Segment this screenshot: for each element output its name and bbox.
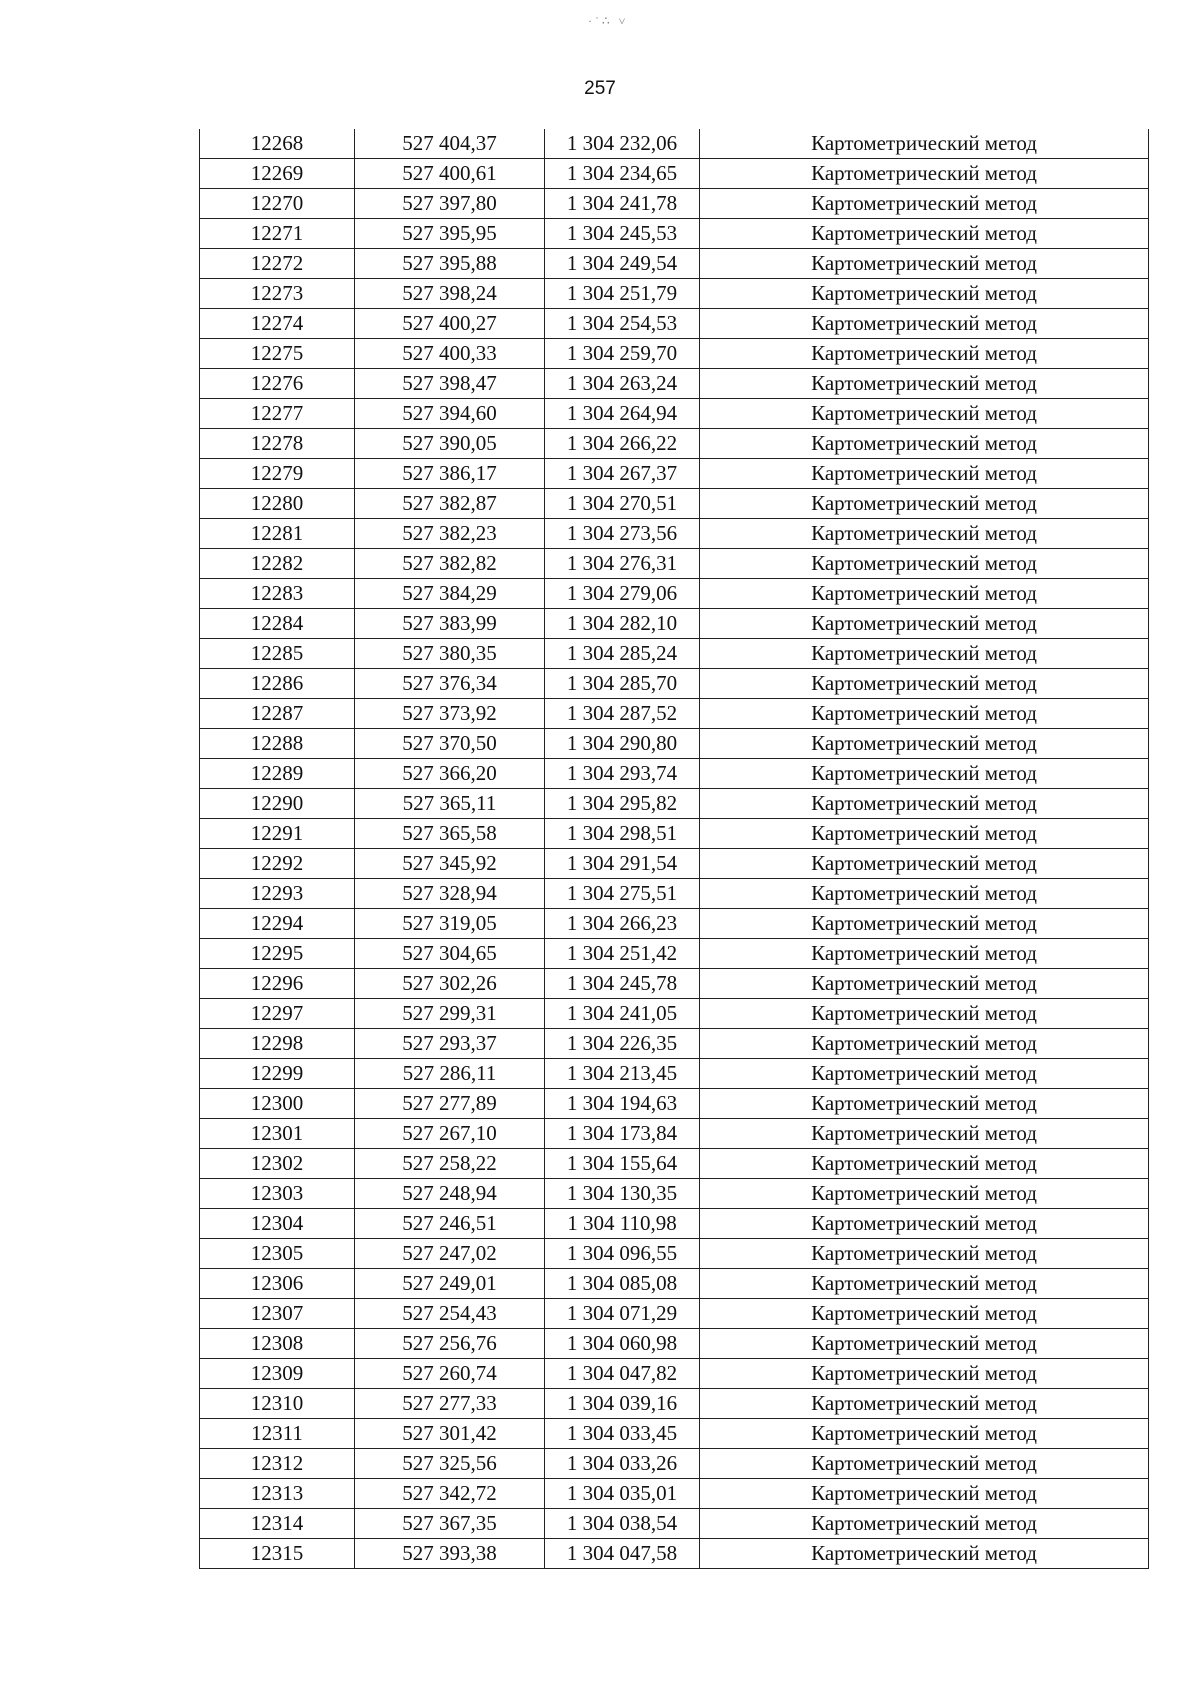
- table-row: [200, 1089, 1149, 1119]
- method-cell: Картометрический метод: [700, 489, 1149, 519]
- x-coordinate-cell: 527 382,87: [355, 489, 545, 519]
- y-coordinate-cell: 1 304 085,08: [545, 1269, 700, 1299]
- x-coordinate-cell: 527 367,35: [355, 1509, 545, 1539]
- x-coordinate-cell: 527 376,34: [355, 669, 545, 699]
- point-number-cell: 12296: [200, 969, 355, 999]
- table-row: [200, 1269, 1149, 1299]
- y-coordinate-cell: 1 304 266,22: [545, 429, 700, 459]
- point-number-cell: 12285: [200, 639, 355, 669]
- x-coordinate-cell: 527 267,10: [355, 1119, 545, 1149]
- page-number: 257: [584, 78, 616, 99]
- point-number-cell: 12286: [200, 669, 355, 699]
- table-row: [200, 399, 1149, 429]
- method-cell: Картометрический метод: [700, 129, 1149, 159]
- y-coordinate-cell: 1 304 226,35: [545, 1029, 700, 1059]
- point-number-cell: 12276: [200, 369, 355, 399]
- y-coordinate-cell: 1 304 264,94: [545, 399, 700, 429]
- x-coordinate-cell: 527 370,50: [355, 729, 545, 759]
- x-coordinate-cell: 527 395,95: [355, 219, 545, 249]
- y-coordinate-cell: 1 304 273,56: [545, 519, 700, 549]
- table-row: [200, 129, 1149, 159]
- table-row: [200, 489, 1149, 519]
- table-row: [200, 969, 1149, 999]
- x-coordinate-cell: 527 342,72: [355, 1479, 545, 1509]
- x-coordinate-cell: 527 366,20: [355, 759, 545, 789]
- method-cell: Картометрический метод: [700, 1239, 1149, 1269]
- y-coordinate-cell: 1 304 155,64: [545, 1149, 700, 1179]
- point-number-cell: 12304: [200, 1209, 355, 1239]
- method-cell: Картометрический метод: [700, 939, 1149, 969]
- method-cell: Картометрический метод: [700, 879, 1149, 909]
- table-row: [200, 549, 1149, 579]
- table-row: [200, 759, 1149, 789]
- y-coordinate-cell: 1 304 241,05: [545, 999, 700, 1029]
- point-number-cell: 12300: [200, 1089, 355, 1119]
- method-cell: Картометрический метод: [700, 1479, 1149, 1509]
- point-number-cell: 12275: [200, 339, 355, 369]
- x-coordinate-cell: 527 400,61: [355, 159, 545, 189]
- table-row: [200, 729, 1149, 759]
- y-coordinate-cell: 1 304 234,65: [545, 159, 700, 189]
- x-coordinate-cell: 527 382,23: [355, 519, 545, 549]
- method-cell: Картометрический метод: [700, 729, 1149, 759]
- method-cell: Картометрический метод: [700, 279, 1149, 309]
- table-row: [200, 429, 1149, 459]
- method-cell: Картометрический метод: [700, 759, 1149, 789]
- point-number-cell: 12308: [200, 1329, 355, 1359]
- table-row: [200, 999, 1149, 1029]
- x-coordinate-cell: 527 380,35: [355, 639, 545, 669]
- table-row: [200, 1239, 1149, 1269]
- y-coordinate-cell: 1 304 275,51: [545, 879, 700, 909]
- method-cell: Картометрический метод: [700, 189, 1149, 219]
- method-cell: Картометрический метод: [700, 1089, 1149, 1119]
- method-cell: Картометрический метод: [700, 999, 1149, 1029]
- point-number-cell: 12279: [200, 459, 355, 489]
- x-coordinate-cell: 527 386,17: [355, 459, 545, 489]
- x-coordinate-cell: 527 299,31: [355, 999, 545, 1029]
- method-cell: Картометрический метод: [700, 1059, 1149, 1089]
- x-coordinate-cell: 527 254,43: [355, 1299, 545, 1329]
- point-number-cell: 12287: [200, 699, 355, 729]
- point-number-cell: 12273: [200, 279, 355, 309]
- x-coordinate-cell: 527 293,37: [355, 1029, 545, 1059]
- point-number-cell: 12314: [200, 1509, 355, 1539]
- method-cell: Картометрический метод: [700, 429, 1149, 459]
- x-coordinate-cell: 527 384,29: [355, 579, 545, 609]
- point-number-cell: 12305: [200, 1239, 355, 1269]
- method-cell: Картометрический метод: [700, 459, 1149, 489]
- method-cell: Картометрический метод: [700, 579, 1149, 609]
- point-number-cell: 12311: [200, 1419, 355, 1449]
- point-number-cell: 12274: [200, 309, 355, 339]
- y-coordinate-cell: 1 304 038,54: [545, 1509, 700, 1539]
- x-coordinate-cell: 527 397,80: [355, 189, 545, 219]
- y-coordinate-cell: 1 304 249,54: [545, 249, 700, 279]
- y-coordinate-cell: 1 304 241,78: [545, 189, 700, 219]
- method-cell: Картометрический метод: [700, 339, 1149, 369]
- point-number-cell: 12297: [200, 999, 355, 1029]
- method-cell: Картометрический метод: [700, 1329, 1149, 1359]
- table-row: [200, 1029, 1149, 1059]
- point-number-cell: 12288: [200, 729, 355, 759]
- table-row: [200, 609, 1149, 639]
- table-row: [200, 1389, 1149, 1419]
- x-coordinate-cell: 527 277,89: [355, 1089, 545, 1119]
- y-coordinate-cell: 1 304 110,98: [545, 1209, 700, 1239]
- table-row: [200, 459, 1149, 489]
- x-coordinate-cell: 527 390,05: [355, 429, 545, 459]
- table-row: [200, 159, 1149, 189]
- y-coordinate-cell: 1 304 039,16: [545, 1389, 700, 1419]
- method-cell: Картометрический метод: [700, 1449, 1149, 1479]
- y-coordinate-cell: 1 304 060,98: [545, 1329, 700, 1359]
- method-cell: Картометрический метод: [700, 1539, 1149, 1569]
- x-coordinate-cell: 527 302,26: [355, 969, 545, 999]
- x-coordinate-cell: 527 249,01: [355, 1269, 545, 1299]
- table-row: [200, 1359, 1149, 1389]
- point-number-cell: 12292: [200, 849, 355, 879]
- x-coordinate-cell: 527 325,56: [355, 1449, 545, 1479]
- x-coordinate-cell: 527 304,65: [355, 939, 545, 969]
- method-cell: Картометрический метод: [700, 639, 1149, 669]
- method-cell: Картометрический метод: [700, 249, 1149, 279]
- point-number-cell: 12272: [200, 249, 355, 279]
- method-cell: Картометрический метод: [700, 909, 1149, 939]
- point-number-cell: 12309: [200, 1359, 355, 1389]
- table-row: [200, 1449, 1149, 1479]
- x-coordinate-cell: 527 365,58: [355, 819, 545, 849]
- method-cell: Картометрический метод: [700, 609, 1149, 639]
- table-row: [200, 849, 1149, 879]
- y-coordinate-cell: 1 304 173,84: [545, 1119, 700, 1149]
- point-number-cell: 12295: [200, 939, 355, 969]
- point-number-cell: 12315: [200, 1539, 355, 1569]
- x-coordinate-cell: 527 382,82: [355, 549, 545, 579]
- method-cell: Картометрический метод: [700, 309, 1149, 339]
- method-cell: Картометрический метод: [700, 1389, 1149, 1419]
- y-coordinate-cell: 1 304 033,26: [545, 1449, 700, 1479]
- x-coordinate-cell: 527 365,11: [355, 789, 545, 819]
- y-coordinate-cell: 1 304 270,51: [545, 489, 700, 519]
- coordinates-table: [199, 129, 1149, 1569]
- x-coordinate-cell: 527 286,11: [355, 1059, 545, 1089]
- method-cell: Картометрический метод: [700, 1299, 1149, 1329]
- method-cell: Картометрический метод: [700, 1029, 1149, 1059]
- method-cell: Картометрический метод: [700, 849, 1149, 879]
- point-number-cell: 12293: [200, 879, 355, 909]
- x-coordinate-cell: 527 395,88: [355, 249, 545, 279]
- x-coordinate-cell: 527 319,05: [355, 909, 545, 939]
- x-coordinate-cell: 527 301,42: [355, 1419, 545, 1449]
- x-coordinate-cell: 527 258,22: [355, 1149, 545, 1179]
- method-cell: Картометрический метод: [700, 1119, 1149, 1149]
- point-number-cell: 12306: [200, 1269, 355, 1299]
- table-row: [200, 189, 1149, 219]
- point-number-cell: 12290: [200, 789, 355, 819]
- method-cell: Картометрический метод: [700, 1509, 1149, 1539]
- method-cell: Картометрический метод: [700, 1359, 1149, 1389]
- y-coordinate-cell: 1 304 287,52: [545, 699, 700, 729]
- x-coordinate-cell: 527 247,02: [355, 1239, 545, 1269]
- table-row: [200, 1419, 1149, 1449]
- y-coordinate-cell: 1 304 282,10: [545, 609, 700, 639]
- y-coordinate-cell: 1 304 293,74: [545, 759, 700, 789]
- y-coordinate-cell: 1 304 298,51: [545, 819, 700, 849]
- point-number-cell: 12310: [200, 1389, 355, 1419]
- y-coordinate-cell: 1 304 245,78: [545, 969, 700, 999]
- point-number-cell: 12307: [200, 1299, 355, 1329]
- table-row: [200, 1329, 1149, 1359]
- x-coordinate-cell: 527 400,27: [355, 309, 545, 339]
- y-coordinate-cell: 1 304 071,29: [545, 1299, 700, 1329]
- y-coordinate-cell: 1 304 130,35: [545, 1179, 700, 1209]
- point-number-cell: 12312: [200, 1449, 355, 1479]
- y-coordinate-cell: 1 304 096,55: [545, 1239, 700, 1269]
- y-coordinate-cell: 1 304 213,45: [545, 1059, 700, 1089]
- x-coordinate-cell: 527 277,33: [355, 1389, 545, 1419]
- method-cell: Картометрический метод: [700, 1149, 1149, 1179]
- y-coordinate-cell: 1 304 259,70: [545, 339, 700, 369]
- y-coordinate-cell: 1 304 267,37: [545, 459, 700, 489]
- point-number-cell: 12282: [200, 549, 355, 579]
- table-row: [200, 699, 1149, 729]
- method-cell: Картометрический метод: [700, 969, 1149, 999]
- point-number-cell: 12281: [200, 519, 355, 549]
- point-number-cell: 12294: [200, 909, 355, 939]
- table-row: [200, 1479, 1149, 1509]
- table-row: [200, 249, 1149, 279]
- method-cell: Картометрический метод: [700, 519, 1149, 549]
- point-number-cell: 12303: [200, 1179, 355, 1209]
- table-row: [200, 879, 1149, 909]
- point-number-cell: 12291: [200, 819, 355, 849]
- x-coordinate-cell: 527 246,51: [355, 1209, 545, 1239]
- table-row: [200, 819, 1149, 849]
- y-coordinate-cell: 1 304 251,42: [545, 939, 700, 969]
- point-number-cell: 12289: [200, 759, 355, 789]
- table-row: [200, 519, 1149, 549]
- table-row: [200, 669, 1149, 699]
- y-coordinate-cell: 1 304 295,82: [545, 789, 700, 819]
- table-row: [200, 1119, 1149, 1149]
- x-coordinate-cell: 527 256,76: [355, 1329, 545, 1359]
- y-coordinate-cell: 1 304 290,80: [545, 729, 700, 759]
- point-number-cell: 12284: [200, 609, 355, 639]
- y-coordinate-cell: 1 304 285,70: [545, 669, 700, 699]
- y-coordinate-cell: 1 304 251,79: [545, 279, 700, 309]
- y-coordinate-cell: 1 304 263,24: [545, 369, 700, 399]
- point-number-cell: 12278: [200, 429, 355, 459]
- table-row: [200, 909, 1149, 939]
- table-row: [200, 309, 1149, 339]
- x-coordinate-cell: 527 383,99: [355, 609, 545, 639]
- x-coordinate-cell: 527 394,60: [355, 399, 545, 429]
- table-row: [200, 789, 1149, 819]
- point-number-cell: 12299: [200, 1059, 355, 1089]
- table-row: [200, 1179, 1149, 1209]
- method-cell: Картометрический метод: [700, 549, 1149, 579]
- point-number-cell: 12298: [200, 1029, 355, 1059]
- y-coordinate-cell: 1 304 047,58: [545, 1539, 700, 1569]
- point-number-cell: 12302: [200, 1149, 355, 1179]
- method-cell: Картометрический метод: [700, 1419, 1149, 1449]
- table-row: [200, 279, 1149, 309]
- method-cell: Картометрический метод: [700, 1269, 1149, 1299]
- scan-artifact: ·˙∴ ˅: [588, 14, 629, 28]
- method-cell: Картометрический метод: [700, 159, 1149, 189]
- method-cell: Картометрический метод: [700, 369, 1149, 399]
- x-coordinate-cell: 527 404,37: [355, 129, 545, 159]
- x-coordinate-cell: 527 398,47: [355, 369, 545, 399]
- table-row: [200, 219, 1149, 249]
- method-cell: Картометрический метод: [700, 1209, 1149, 1239]
- y-coordinate-cell: 1 304 285,24: [545, 639, 700, 669]
- y-coordinate-cell: 1 304 245,53: [545, 219, 700, 249]
- method-cell: Картометрический метод: [700, 399, 1149, 429]
- x-coordinate-cell: 527 393,38: [355, 1539, 545, 1569]
- x-coordinate-cell: 527 398,24: [355, 279, 545, 309]
- y-coordinate-cell: 1 304 035,01: [545, 1479, 700, 1509]
- y-coordinate-cell: 1 304 194,63: [545, 1089, 700, 1119]
- table-row: [200, 1149, 1149, 1179]
- point-number-cell: 12280: [200, 489, 355, 519]
- table-row: [200, 939, 1149, 969]
- y-coordinate-cell: 1 304 266,23: [545, 909, 700, 939]
- point-number-cell: 12301: [200, 1119, 355, 1149]
- table-row: [200, 639, 1149, 669]
- y-coordinate-cell: 1 304 279,06: [545, 579, 700, 609]
- x-coordinate-cell: 527 328,94: [355, 879, 545, 909]
- y-coordinate-cell: 1 304 232,06: [545, 129, 700, 159]
- y-coordinate-cell: 1 304 047,82: [545, 1359, 700, 1389]
- table-row: [200, 369, 1149, 399]
- table-row: [200, 339, 1149, 369]
- y-coordinate-cell: 1 304 254,53: [545, 309, 700, 339]
- point-number-cell: 12313: [200, 1479, 355, 1509]
- x-coordinate-cell: 527 373,92: [355, 699, 545, 729]
- method-cell: Картометрический метод: [700, 699, 1149, 729]
- y-coordinate-cell: 1 304 033,45: [545, 1419, 700, 1449]
- table-row: [200, 1209, 1149, 1239]
- y-coordinate-cell: 1 304 291,54: [545, 849, 700, 879]
- point-number-cell: 12283: [200, 579, 355, 609]
- x-coordinate-cell: 527 400,33: [355, 339, 545, 369]
- method-cell: Картометрический метод: [700, 789, 1149, 819]
- point-number-cell: 12271: [200, 219, 355, 249]
- point-number-cell: 12277: [200, 399, 355, 429]
- method-cell: Картометрический метод: [700, 669, 1149, 699]
- coordinates-table-body: [200, 129, 1149, 1569]
- table-row: [200, 1509, 1149, 1539]
- x-coordinate-cell: 527 260,74: [355, 1359, 545, 1389]
- point-number-cell: 12268: [200, 129, 355, 159]
- point-number-cell: 12269: [200, 159, 355, 189]
- table-row: [200, 1059, 1149, 1089]
- point-number-cell: 12270: [200, 189, 355, 219]
- table-row: [200, 1299, 1149, 1329]
- table-row: [200, 1539, 1149, 1569]
- x-coordinate-cell: 527 345,92: [355, 849, 545, 879]
- y-coordinate-cell: 1 304 276,31: [545, 549, 700, 579]
- method-cell: Картометрический метод: [700, 1179, 1149, 1209]
- method-cell: Картометрический метод: [700, 819, 1149, 849]
- x-coordinate-cell: 527 248,94: [355, 1179, 545, 1209]
- table-row: [200, 579, 1149, 609]
- method-cell: Картометрический метод: [700, 219, 1149, 249]
